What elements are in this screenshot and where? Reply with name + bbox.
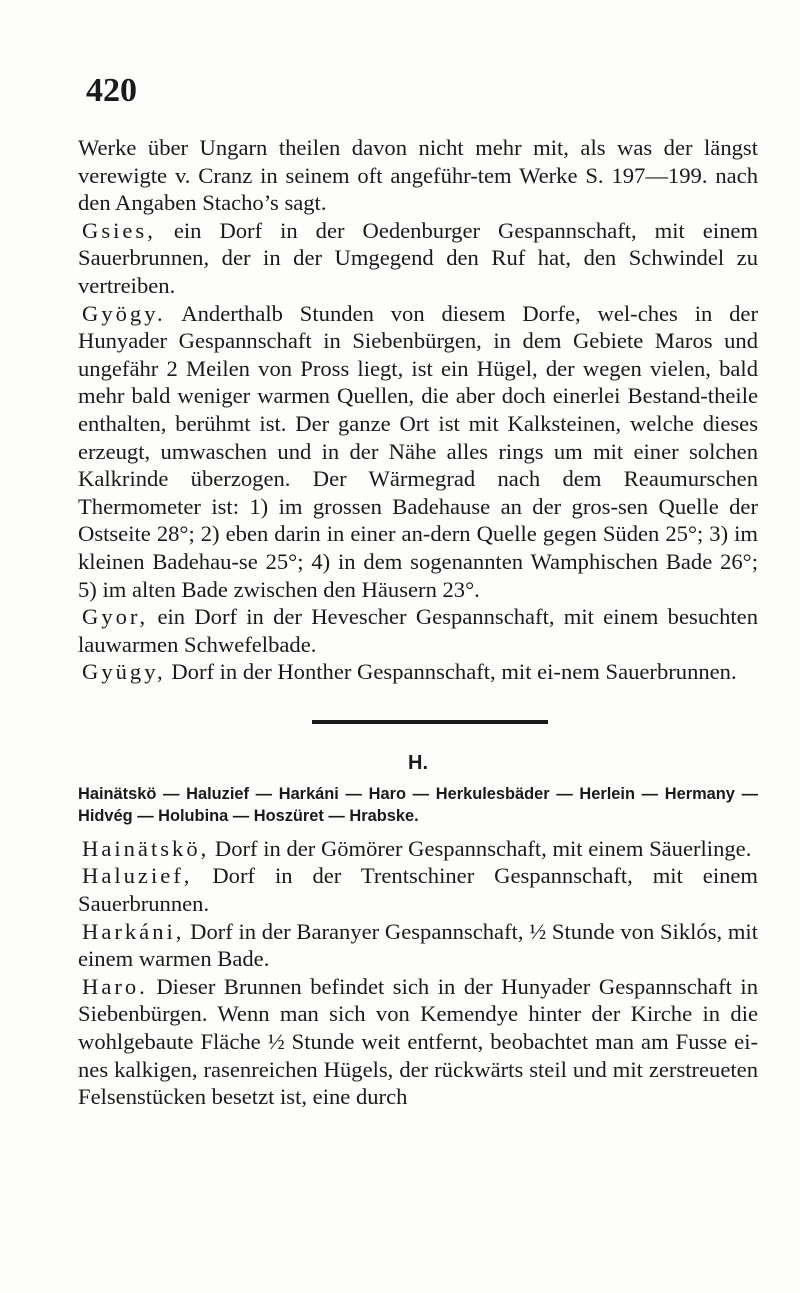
entry-text: Anderthalb Stunden von diesem Dorfe, wel-ches in der Hunyader Gespannschaft in Siebenbürgen, in dem Gebiete Maros und ungefähr 2 Meilen von Pross liegt, ist ein Hügel, der wegen vielen, bald mehr bald weniger warmen Quellen, die aber doch einerlei Bestand-theile enthalten, berühmt ist. Der ganze Ort ist mit Kalksteinen, welche dieses erzeugt, umwaschen und in der Nähe alles rings um mit einer solchen Kalkrinde überzogen. Der Wärmegrad nach dem Reaumurschen Thermometer ist: 1) im grossen Badehause an der gros-sen Quelle der Ostseite 28°; 2) eben darin in einer an-dern Quelle gegen Süden 25°; 3) im kleinen Badehau-se 25°; 4) in dem sogenannten Wamphischen Bade 26°; 5) im alten Bade zwischen den Häusern 23°. [78,300,758,602]
entry-gyugy [78,658,758,686]
entry-text: ein Dorf in der Hevescher Gespannschaft, mit einem besuchten lauwarmen Schwefelbade. [78,604,758,657]
section-heading: H. [408,751,428,774]
paragraph: Werke über Ungarn theilen davon nicht mehr mit, als was der längst verewigte v. Cranz in seinem oft angeführ-tem Werke S. 197—199. nach den Angaben Stacho’s sagt. [78,135,758,216]
entry-hainatsko [78,835,758,863]
entry-text: Dieser Brunnen befindet sich in der Hunyader Gespannschaft in Siebenbürgen. Wenn man sich von Kemendye hinter der Kirche in die wohlgebaute Fläche ½ Stunde weit entfernt, beobachtet man am Fusse ei-nes kalkigen, rasenreichen Hügels, der rückwärts steil und mit zerstreueten Felsenstücken besetzt ist, eine durch [78,973,758,1110]
entry-harkani [78,918,758,973]
entry-term: Harkáni, [82,918,185,944]
entry-gsies [78,217,758,300]
page-number: 420 [86,72,137,109]
entry-text: Dorf in der Honther Gespannschaft, mit ei-nem Sauerbrunnen. [165,659,737,685]
horizontal-rule [312,720,548,724]
section-index: Hainätskö — Haluzief — Harkáni — Haro — Herkulesbäder — Herlein — Hermany — Hidvég — Holubina — Hoszüret — Hrabske. [78,784,758,825]
entry-haluzief [78,862,758,917]
entry-gyogy [78,300,758,604]
entry-term: Gsies, [82,217,156,243]
entry-term: Hainätskö, [82,835,210,861]
entry-text: Dorf in der Trentschiner Gespannschaft, mit einem Sauerbrunnen. [78,863,758,917]
entries-bottom [78,835,758,1111]
section-divider [78,686,758,748]
book-page [78,72,758,1111]
entry-term: Gyor, [82,604,149,630]
entries-top [78,134,758,686]
entry-text: Dorf in der Baranyer Gespannschaft, ½ Stunde von Siklós, mit einem warmen Bade. [78,918,758,972]
entry-term: Haluzief, [82,863,193,889]
entry-term: Gyögy. [82,300,166,326]
entry-term: Gyügy, [82,659,166,685]
entry-term: Haro. [82,973,148,999]
entry-haro [78,973,758,1111]
entry-gyor [78,603,758,658]
entry-text: Dorf in der Gömörer Gespannschaft, mit einem Säuerlinge. [209,835,752,861]
entry-text: ein Dorf in der Oedenburger Gespannschaft, mit einem Sauerbrunnen, der in der Umgegend den Ruf hat, den Schwindel zu vertreiben. [78,217,758,298]
